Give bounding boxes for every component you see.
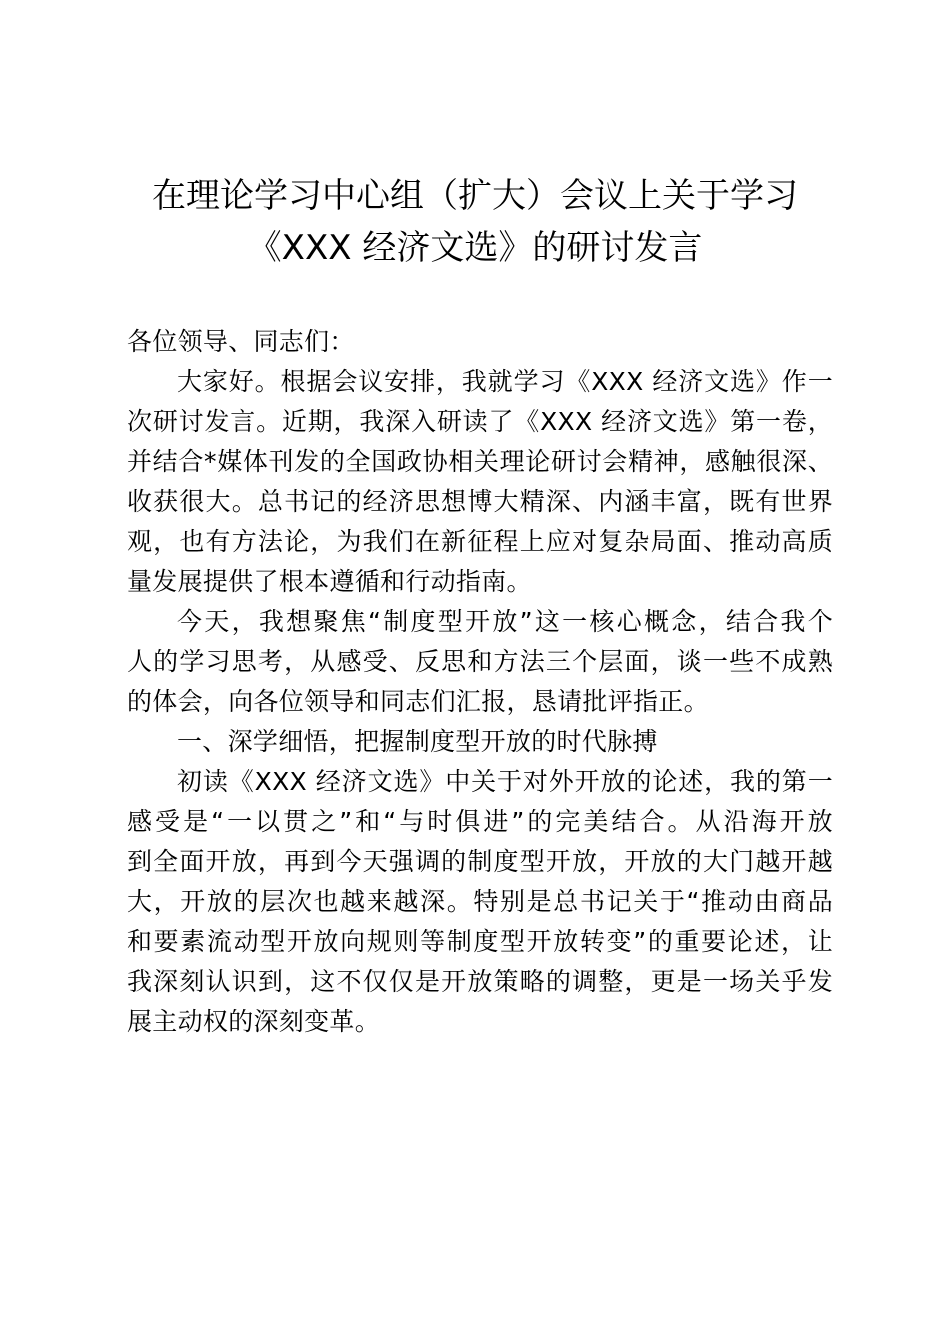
text-line: 和要素流动型开放向规则等制度型开放转变”的重要论述，让 [127,927,833,956]
text-line: 到全面开放，再到今天强调的制度型开放，开放的大门越开越 [127,847,833,876]
salutation: 各位领导、同志们： [127,327,355,356]
text-line: 展主动权的深刻变革。 [127,1007,381,1036]
text-line: 观，也有方法论，为我们在新征程上应对复杂局面、推动高质 [127,527,833,556]
title-line-1: 在理论学习中心组（扩大）会议上关于学习 [152,176,798,216]
text-line: 并结合*媒体刊发的全国政协相关理论研讨会精神，感触很深、 [127,447,833,476]
title-line-2: 《XXX 经济文选》的研讨发言 [247,228,703,268]
text-line: 的体会，向各位领导和同志们汇报，恳请批评指正。 [127,687,709,716]
text-line: 今天，我想聚焦“制度型开放”这一核心概念，结合我个 [177,607,833,636]
text-line: 我深刻认识到，这不仅仅是开放策略的调整，更是一场关乎发 [127,967,833,996]
document-body [127,322,833,1042]
text-line: 初读《XXX 经济文选》中关于对外开放的论述，我的第一 [177,767,833,796]
text-line: 大家好。根据会议安排，我就学习《XXX 经济文选》作一 [177,367,833,396]
text-line: 人的学习思考，从感受、反思和方法三个层面，谈一些不成熟 [127,647,833,676]
text-line: 量发展提供了根本遵循和行动指南。 [127,567,532,596]
text-line: 大，开放的层次也越来越深。特别是总书记关于“推动由商品 [127,887,833,916]
paragraph-opening [127,362,833,602]
section-heading: 一、深学细悟，把握制度型开放的时代脉搏 [177,727,658,756]
text-line: 次研讨发言。近期，我深入研读了《XXX 经济文选》第一卷， [127,407,833,436]
paragraph-section-one [127,762,833,1042]
text-line: 收获很大。总书记的经济思想博大精深、内涵丰富，既有世界 [127,487,833,516]
paragraph-focus [127,602,833,722]
text-line: 感受是“一以贯之”和“与时俱进”的完美结合。从沿海开放 [127,807,833,836]
document-title [100,170,850,274]
